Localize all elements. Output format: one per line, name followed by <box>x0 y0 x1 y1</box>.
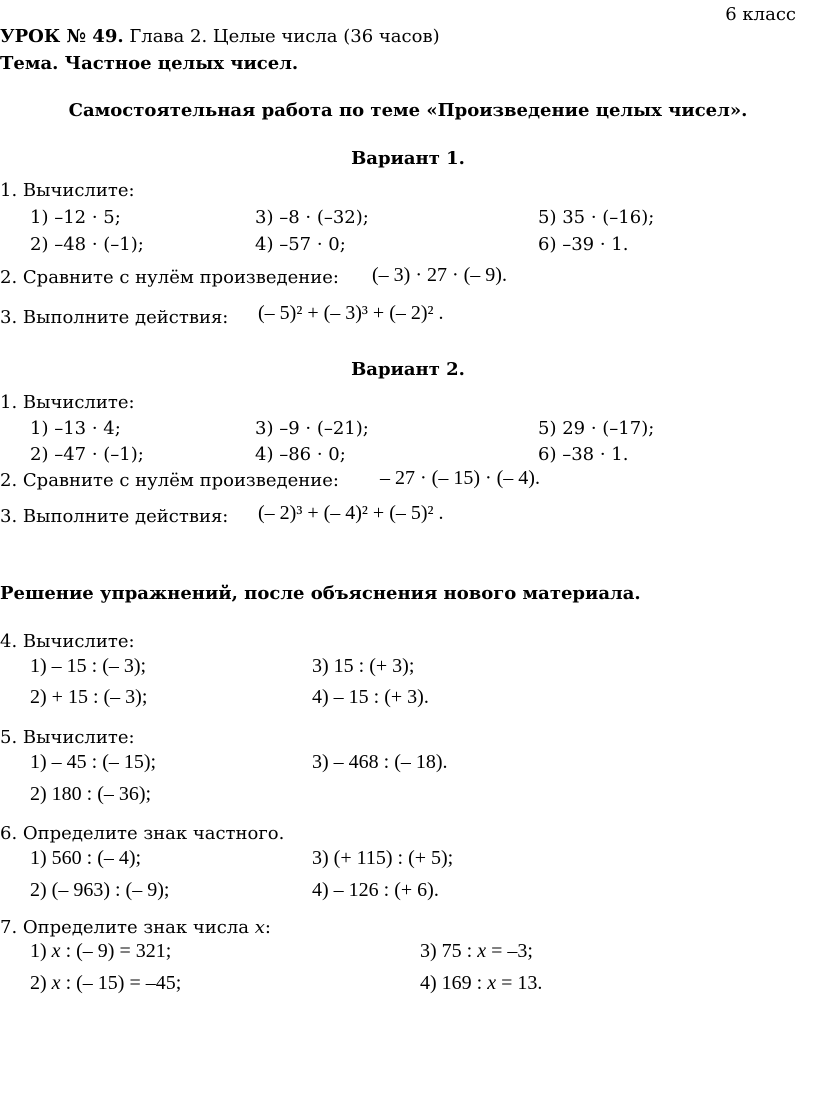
task4-item: 1) – 15 : (– 3); <box>30 655 147 677</box>
variant1-task2-expr: (– 3) · 27 · (– 9). <box>372 264 507 286</box>
variant2-item: 2) –47 · (–1); <box>30 444 144 465</box>
task5-item: 3) – 468 : (– 18). <box>312 751 448 773</box>
lesson-line <box>0 26 440 47</box>
task4-item: 4) – 15 : (+ 3). <box>312 686 429 708</box>
task7-item <box>420 972 542 995</box>
task6-item: 2) (– 963) : (– 9); <box>30 879 170 901</box>
variant2-task2-label: 2. Сравните с нулём произведение: <box>0 470 339 491</box>
variant1-item: 2) –48 · (–1); <box>30 234 144 255</box>
task7-item-pre: 169 : <box>436 972 488 994</box>
lesson-number: УРОК № 49. <box>0 26 124 47</box>
task7-item-number: 2) <box>30 972 47 994</box>
task5-item: 2) 180 : (– 36); <box>30 783 152 805</box>
variant2-title: Вариант 2. <box>351 359 465 380</box>
variant1-item: 5) 35 · (–16); <box>538 207 655 228</box>
task7-item <box>30 940 171 963</box>
task7-item-var: x <box>51 972 61 994</box>
task7-label <box>0 917 271 938</box>
task6-item: 3) (+ 115) : (+ 5); <box>312 847 454 869</box>
task4-label: 4. Вычислите: <box>0 631 135 652</box>
task7-item-number: 3) <box>420 940 437 962</box>
variant2-task3-label: 3. Выполните действия: <box>0 506 229 527</box>
task7-label-suffix: : <box>264 917 271 938</box>
variant2-task2-expr: – 27 · (– 15) · (– 4). <box>380 467 540 489</box>
task7-item-post: : (– 15) = –45; <box>60 972 182 994</box>
variant1-task3-label: 3. Выполните действия: <box>0 307 229 328</box>
task7-item-post: = –3; <box>486 940 533 962</box>
variant2-item: 5) 29 · (–17); <box>538 418 655 439</box>
variant1-title: Вариант 1. <box>351 148 465 169</box>
task7-item-number: 1) <box>30 940 47 962</box>
independent-work-title: Самостоятельная работа по теме «Произведение целых чисел». <box>68 100 748 121</box>
solutions-title: Решение упражнений, после объяснения нового материала. <box>0 583 641 604</box>
task4-item: 2) + 15 : (– 3); <box>30 686 148 708</box>
variant1-item: 6) –39 · 1. <box>538 234 629 255</box>
task7-item <box>420 940 533 963</box>
variant1-task3-expr: (– 5)² + (– 3)³ + (– 2)² . <box>258 302 444 324</box>
task7-item-var: x <box>487 972 497 994</box>
task5-label: 5. Вычислите: <box>0 727 135 748</box>
variant1-item: 4) –57 · 0; <box>255 234 346 255</box>
topic-line: Тема. Частное целых чисел. <box>0 53 299 74</box>
task6-item: 1) 560 : (– 4); <box>30 847 142 869</box>
task4-item: 3) 15 : (+ 3); <box>312 655 415 677</box>
variant2-item: 6) –38 · 1. <box>538 444 629 465</box>
grade-label: 6 класс <box>725 4 796 25</box>
variant1-item: 1) –12 · 5; <box>30 207 121 228</box>
task5-item: 1) – 45 : (– 15); <box>30 751 157 773</box>
task7-item-post: : (– 9) = 321; <box>60 940 172 962</box>
task7-item-var: x <box>51 940 61 962</box>
task7-item-pre: 75 : <box>436 940 478 962</box>
variant2-item: 3) –9 · (–21); <box>255 418 369 439</box>
task7-item-number: 4) <box>420 972 437 994</box>
variant2-item: 1) –13 · 4; <box>30 418 121 439</box>
task7-item-var: x <box>477 940 487 962</box>
task7-item-post: = 13. <box>496 972 543 994</box>
task7-label-prefix: 7. Определите знак числа <box>0 917 255 938</box>
variant1-task1-label: 1. Вычислите: <box>0 180 135 201</box>
variant1-item: 3) –8 · (–32); <box>255 207 369 228</box>
chapter-title: Глава 2. Целые числа (36 часов) <box>129 26 440 47</box>
task6-label: 6. Определите знак частного. <box>0 823 285 844</box>
variant2-task3-expr: (– 2)³ + (– 4)² + (– 5)² . <box>258 502 444 524</box>
variant2-task1-label: 1. Вычислите: <box>0 392 135 413</box>
task7-label-var: x <box>254 917 265 938</box>
variant1-task2-label: 2. Сравните с нулём произведение: <box>0 267 339 288</box>
variant2-item: 4) –86 · 0; <box>255 444 346 465</box>
task6-item: 4) – 126 : (+ 6). <box>312 879 439 901</box>
task7-item <box>30 972 181 995</box>
